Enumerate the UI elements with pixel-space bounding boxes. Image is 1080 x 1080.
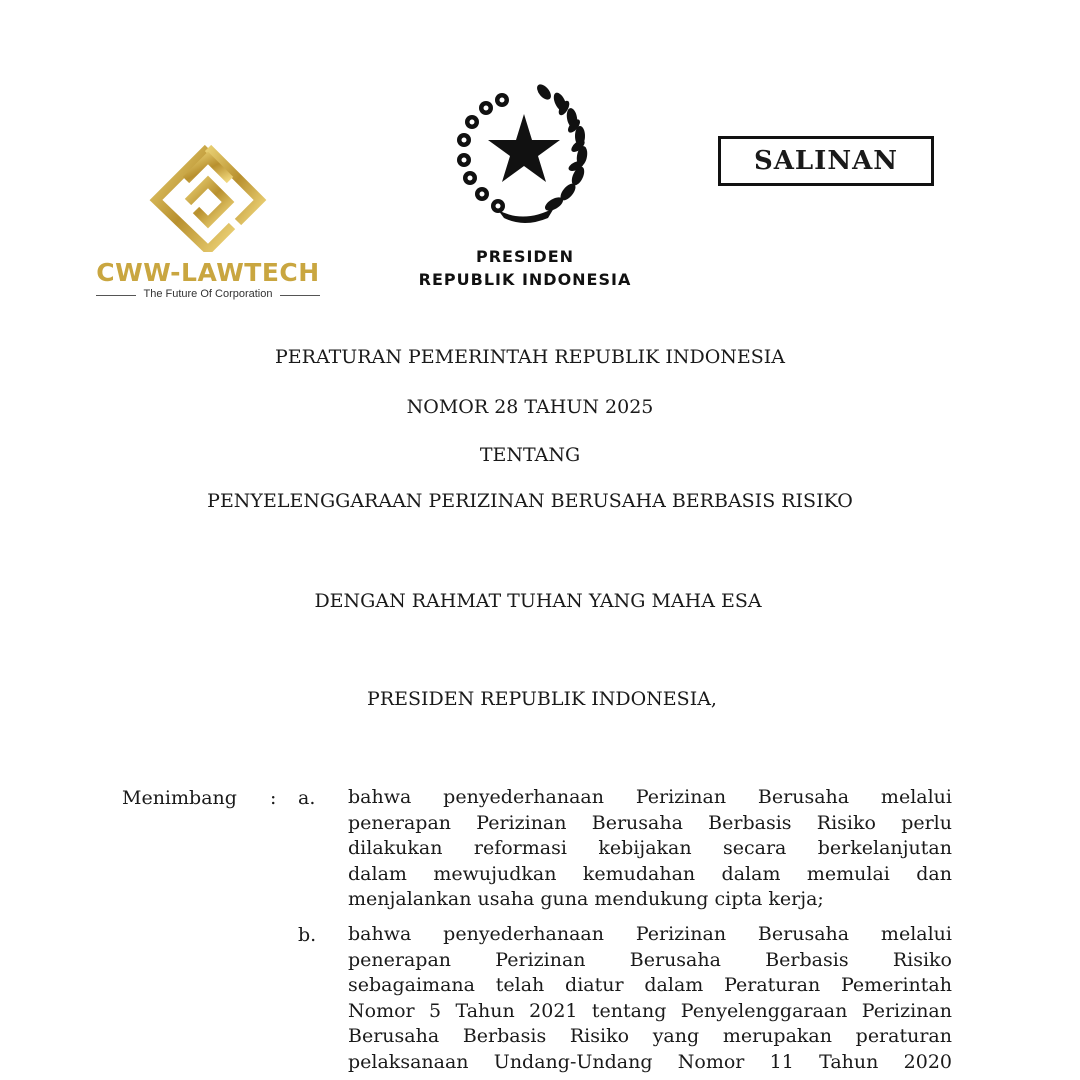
regulation-about: TENTANG: [479, 444, 581, 466]
president-line: PRESIDEN REPUBLIK INDONESIA,: [367, 688, 717, 710]
presidential-emblem: [452, 78, 597, 226]
text-line: pelaksanaan Undang-Undang Nomor 11 Tahun 2020: [348, 1050, 952, 1073]
consideration-item-b: [348, 922, 952, 1075]
text-line: dilakukan reformasi kebijakan secara berkelanjutan: [348, 837, 952, 859]
consideration-item-a: [348, 785, 952, 913]
item-letter: a.: [298, 787, 316, 809]
text-line: sebagaimana telah diatur dalam Peraturan Pemerintah: [348, 974, 952, 996]
considerations-colon: :: [270, 787, 277, 809]
item-letter: b.: [298, 924, 317, 946]
text-line: dalam mewujudkan kemudahan dalam memulai dan: [348, 862, 952, 885]
text-line: bahwa penyederhanaan Perizinan Berusaha melalui: [348, 786, 952, 808]
copy-stamp: SALINAN: [718, 136, 934, 186]
considerations-label: Menimbang: [122, 787, 237, 809]
presidential-star-emblem-icon: [452, 78, 597, 226]
emblem-line-1: PRESIDEN: [475, 247, 575, 266]
text-line: menjalankan usaha guna mendukung cipta kerja;: [348, 888, 824, 910]
cww-logo-mark-icon: [148, 140, 268, 252]
text-line: penerapan Perizinan Berusaha Berbasis Risiko: [348, 948, 952, 971]
regulation-number: NOMOR 28 TAHUN 2025: [406, 396, 654, 418]
blessing-line: DENGAN RAHMAT TUHAN YANG MAHA ESA: [314, 590, 762, 612]
text-line: Berusaha Berbasis Risiko yang merupakan peraturan: [348, 1025, 952, 1047]
text-line: bahwa penyederhanaan Perizinan Berusaha melalui: [348, 923, 952, 945]
regulation-subject: PENYELENGGARAAN PERIZINAN BERUSAHA BERBASIS RISIKO: [207, 490, 853, 512]
regulation-title: PERATURAN PEMERINTAH REPUBLIK INDONESIA: [274, 346, 786, 368]
logo-name: CWW-LAWTECH: [96, 258, 320, 287]
emblem-title: [390, 245, 660, 291]
company-logo: [92, 140, 324, 305]
text-line: penerapan Perizinan Berusaha Berbasis Risiko perlu: [348, 811, 952, 834]
text-line: Nomor 5 Tahun 2021 tentang Penyelenggaraan Perizinan: [348, 999, 952, 1022]
logo-tagline: The Future Of Corporation: [92, 288, 324, 300]
emblem-line-2: REPUBLIK INDONESIA: [418, 270, 632, 289]
